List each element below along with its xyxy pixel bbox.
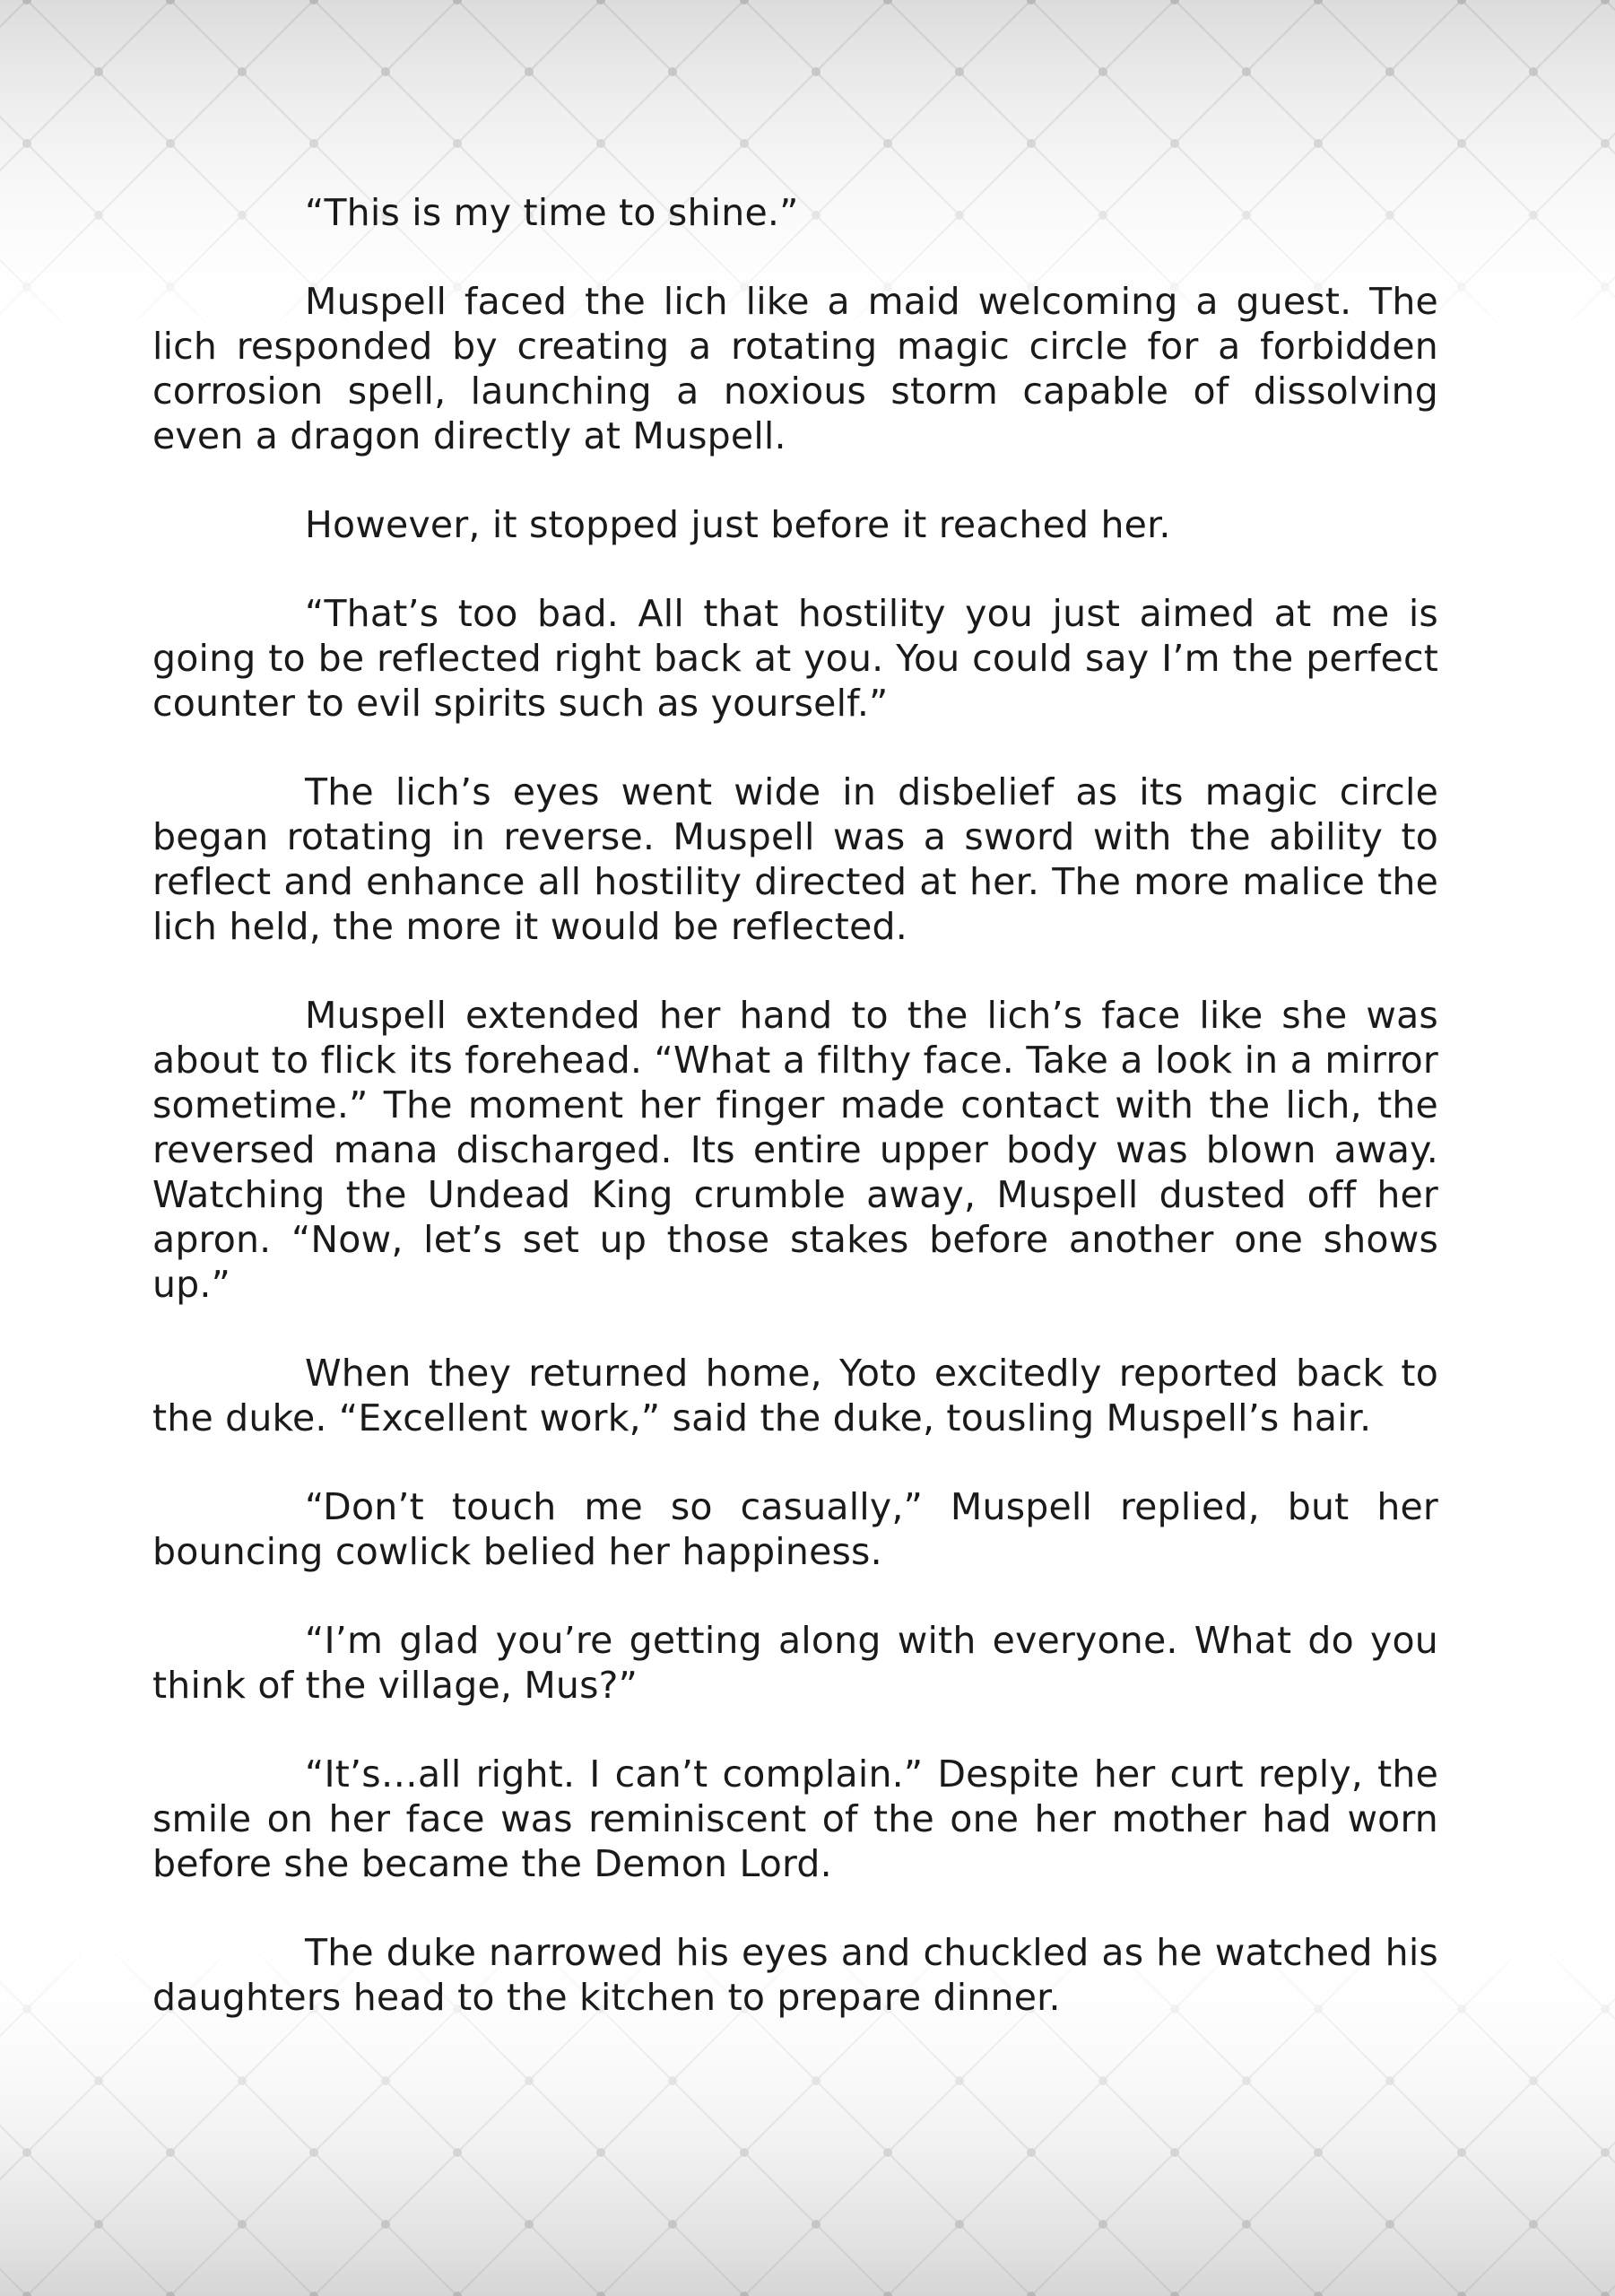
paragraph: “I’m glad you’re getting along with everyone. What do you think of the village, Mus?” bbox=[152, 1619, 1438, 1707]
paragraph: The lich’s eyes went wide in disbelief as its magic circle began rotating in reverse. Muspell was a sword with the ability to reflect and enhance all hostility directed at her. The more malice the lich held, the more it would be reflected. bbox=[152, 770, 1438, 948]
paragraph: Muspell faced the lich like a maid welcoming a guest. The lich responded by creating a rotating magic circle for a forbidden corrosion spell, launching a noxious storm capable of dissolving even a dragon directly at Muspell. bbox=[152, 280, 1438, 457]
paragraph: “That’s too bad. All that hostility you just aimed at me is going to be reflected right back at you. You could say I’m the perfect counter to evil spirits such as yourself.” bbox=[152, 592, 1438, 725]
paragraph: “It’s…all right. I can’t complain.” Despite her curt reply, the smile on her face was reminiscent of the one her mother had worn before she became the Demon Lord. bbox=[152, 1752, 1438, 1885]
paragraph: However, it stopped just before it reached her. bbox=[305, 503, 1171, 546]
paragraph: “This is my time to shine.” bbox=[305, 191, 799, 234]
novel-page-text bbox=[152, 190, 1438, 2064]
paragraph: When they returned home, Yoto excitedly reported back to the duke. “Excellent work,” said the duke, tousling Muspell’s hair. bbox=[152, 1352, 1438, 1439]
paragraph: Muspell extended her hand to the lich’s face like she was about to flick its forehead. “What a filthy face. Take a look in a mirror sometime.” The moment her finger made contact with the lich, the reversed mana discharged. Its entire upper body was blown away. Watching the Undead King crumble away, Muspell dusted off her apron. “Now, let’s set up those stakes before another one shows up.” bbox=[152, 994, 1438, 1306]
paragraph: “Don’t touch me so casually,” Muspell replied, but her bouncing cowlick belied her happiness. bbox=[152, 1485, 1438, 1573]
paragraph: The duke narrowed his eyes and chuckled as he watched his daughters head to the kitchen to prepare dinner. bbox=[152, 1931, 1438, 2019]
